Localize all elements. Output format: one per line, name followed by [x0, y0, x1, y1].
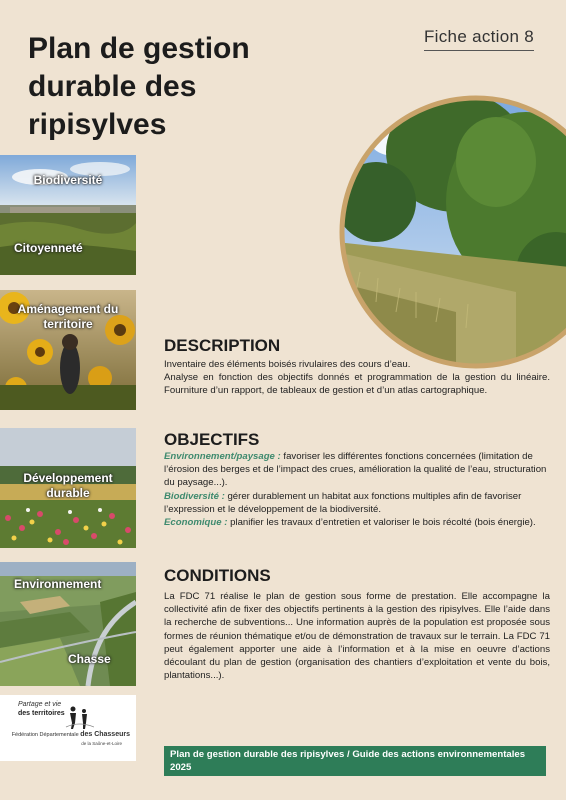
- panel-label-biodiversite: Biodiversité: [33, 173, 103, 187]
- page-title: [28, 30, 308, 144]
- conditions-body: La FDC 71 réalise le plan de gestion sous forme de prestation. Elle accompagne la collectivité afin de fixer des objectifs pertinents à la gestion des ripisylves. Elle l’aide dans la recherche de subventions... Une information auprès de la population est proposée sous formes de réunion thématique et/ou de démonstration de travaux sur le terrain. La FDC 71 peut également apporter une aide à l’information et à la mise en oeuvre d’actions découlant du plan de gestion (organisation des chantiers d’exploitation et vente du bois, plantations...).: [164, 591, 550, 682]
- panel-biodiversite-citoyennete: [0, 155, 136, 275]
- panel-label-developpement-line-1: Développement: [23, 471, 113, 485]
- logo-federation-bold: des Chasseurs: [80, 731, 130, 738]
- objectif-label: Biodiversité :: [164, 490, 225, 502]
- objectifs-body: [164, 450, 550, 529]
- panel-label-amenagement: [0, 302, 136, 332]
- panel-label-developpement-line-2: durable: [46, 486, 90, 500]
- fiche-action-label: Fiche action 8: [424, 27, 534, 51]
- logo-tagline-2: des territoires: [18, 710, 65, 717]
- panel-label-developpement: [0, 471, 136, 501]
- objectifs-heading: OBJECTIFS: [164, 430, 260, 449]
- objectif-label: Economique :: [164, 517, 228, 529]
- panel-developpement: [0, 428, 136, 548]
- objectif-text: favoriser les différentes fonctions concernées (limitation de l’érosion des berges et de l’impact des crues, amélioration la qualité de l’eau, structuration du paysage...).: [164, 451, 547, 489]
- logo-federation: [6, 731, 130, 738]
- logo-federation-text: Fédération Départementale: [11, 732, 79, 738]
- riparian-forest-photo: [336, 92, 566, 374]
- panel-environnement-chasse: [0, 562, 136, 686]
- description-p1: Inventaire des éléments boisés rivulaires des cours d’eau.: [164, 359, 411, 370]
- panel-label-citoyennete: Citoyenneté: [14, 241, 83, 255]
- fdc71-logo: [0, 695, 136, 761]
- objectif-text: gérer durablement un habitat aux fonctions multiples afin de favoriser l’expression et le développement de la biodiversité.: [164, 490, 522, 515]
- title-line-3: ripisylves: [28, 108, 167, 141]
- panel-label-chasse: Chasse: [68, 652, 111, 666]
- objectif-item: [164, 450, 550, 490]
- footer-banner: Plan de gestion durable des ripisylves / Guide des actions environnementales 2025: [164, 746, 546, 776]
- panel-amenagement: [0, 290, 136, 410]
- objectif-label: Environnement/paysage :: [164, 451, 281, 462]
- panel-label-environnement: Environnement: [14, 577, 102, 591]
- conditions-heading: CONDITIONS: [164, 566, 271, 585]
- hunters-silhouette-icon: [64, 705, 94, 729]
- objectif-text: planifier les travaux d’entretien et valoriser le bois récolté (bois énergie).: [227, 517, 536, 529]
- title-line-2: durable des: [28, 70, 197, 103]
- description-body: [164, 358, 550, 398]
- objectif-item: [164, 516, 550, 529]
- logo-tagline-1: Partage et vie: [18, 701, 62, 708]
- objectif-item: [164, 490, 550, 516]
- title-line-1: Plan de gestion: [28, 32, 250, 65]
- logo-department: de la Saône-et-Loire: [81, 741, 122, 746]
- description-heading: DESCRIPTION: [164, 336, 281, 355]
- panel-label-amenagement-line-2: territoire: [43, 317, 93, 331]
- description-p2: Analyse en fonction des objectifs donnés et programmation de la gestion du linéaire. Fourniture d’un rapport, de tableaux de gestion et d’un atlas cartographique.: [164, 372, 550, 397]
- panel-label-amenagement-line-1: Aménagement du: [17, 302, 119, 316]
